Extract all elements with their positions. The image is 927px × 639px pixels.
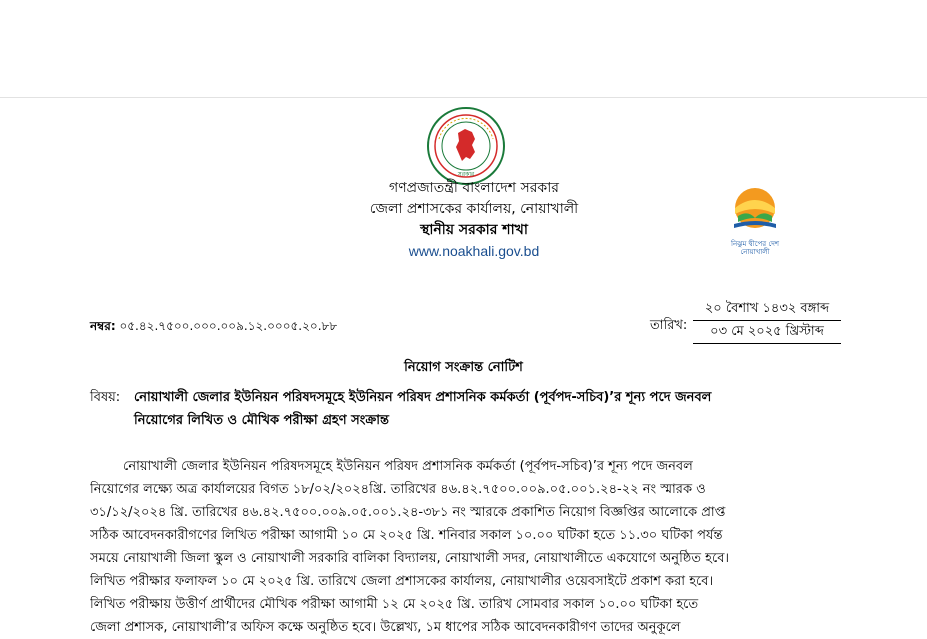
memo-value: ০৫.৪২.৭৫০০.০০০.০০৯.১২.০০০৫.২০.৮৮ [119,319,338,333]
district-logo [722,180,788,266]
body-line: নোয়াখালী জেলার ইউনিয়ন পরিষদসমূহে ইউনিয়ন পরিষদ প্রশাসনিক কর্মকর্তা (পূর্বপদ-সচিব)’র শূন্য পদে জনবল [90,459,693,474]
government-emblem [425,105,507,187]
memo-label: নম্বর: [90,319,116,333]
district-logo-caption-2: নোয়াখালী [740,248,770,256]
subject-line-2: নিয়োগের লিখিত ও মৌখিক পরীক্ষা গ্রহণ সংক্রান্ত [134,413,389,428]
page-top-divider [0,97,927,98]
office-header [270,178,678,262]
svg-text:সরকার: সরকার [457,171,475,178]
body-line: লিখিত পরীক্ষায় উত্তীর্ণ প্রার্থীদের মৌখিক পরীক্ষা আগামী ১২ মে ২০২৫ খ্রি. তারিখ সোমবার সকাল ১০.০০ ঘটিকা হতে [90,597,699,612]
date-bangla: ২০ বৈশাখ ১৪৩২ বঙ্গাব্দ [693,298,841,321]
date-label: তারিখ: [650,318,688,333]
noakhali-brand-icon [724,180,786,236]
date-gregorian: ০৩ মে ২০২৫ খ্রিস্টাব্দ [693,321,841,344]
body-line: সময়ে নোয়াখালী জিলা স্কুল ও নোয়াখালী সরকারি বালিকা বিদ্যালয়, নোয়াখালী সদর, নোয়াখালীতে একযোগে অনুষ্ঠিত হবে। [90,551,730,566]
memo-number [90,318,337,338]
website-link[interactable]: www.noakhali.gov.bd [408,243,540,259]
header-branch: স্থানীয় সরকার শাখা [420,222,528,238]
body-line: ৩১/১২/২০২৪ খ্রি. তারিখের ৪৬.৪২.৭৫০০.০০৯.০৫.০০১.২৪-৩৮১ নং স্মারকে প্রকাশিত নিয়োগ বিজ্ঞপ্তির আলোকে প্রাপ্ত [90,505,726,520]
header-government: গণপ্রজাতন্ত্রী বাংলাদেশ সরকার [389,180,559,196]
body-line: লিখিত পরীক্ষার ফলাফল ১০ মে ২০২৫ খ্রি. তারিখে জেলা প্রশাসকের কার্যালয়, নোয়াখালীর ওয়েবসাইটে প্রকাশ করা হবে। [90,574,714,589]
notice-body [90,455,850,639]
date-block [693,298,841,344]
header-office: জেলা প্রশাসকের কার্যালয়, নোয়াখালী [369,201,579,217]
subject-line-1: নোয়াখালী জেলার ইউনিয়ন পরিষদসমূহে ইউনিয়ন পরিষদ প্রশাসনিক কর্মকর্তা (পূর্বপদ-সচিব)’র শূন্য পদে জনবল [134,390,712,405]
subject-label: বিষয়: [90,390,121,405]
notice-title: নিয়োগ সংক্রান্ত নোটিশ [404,360,523,375]
district-logo-caption-1: নিঝুম দ্বীপের দেশ [730,240,780,248]
body-line: সঠিক আবেদনকারীগণের লিখিত পরীক্ষা আগামী ১০ মে ২০২৫ খ্রি. শনিবার সকাল ১০.০০ ঘটিকা হতে ১১.৩০ ঘটিকা পর্যন্ত [90,528,723,543]
body-line: নিয়োগের লক্ষ্যে অত্র কার্যালয়ের বিগত ১৮/০২/২০২৪খ্রি. তারিখের ৪৬.৪২.৭৫০০.০০৯.০৫.০০১.২৪-২২ নং স্মারক ও [90,482,706,497]
body-line: জেলা প্রশাসক, নোয়াখালী’র অফিস কক্ষে অনুষ্ঠিত হবে। উল্লেখ্য, ১ম ধাপের সঠিক আবেদনকারীগণ তাদের অনুকূলে [90,620,681,635]
